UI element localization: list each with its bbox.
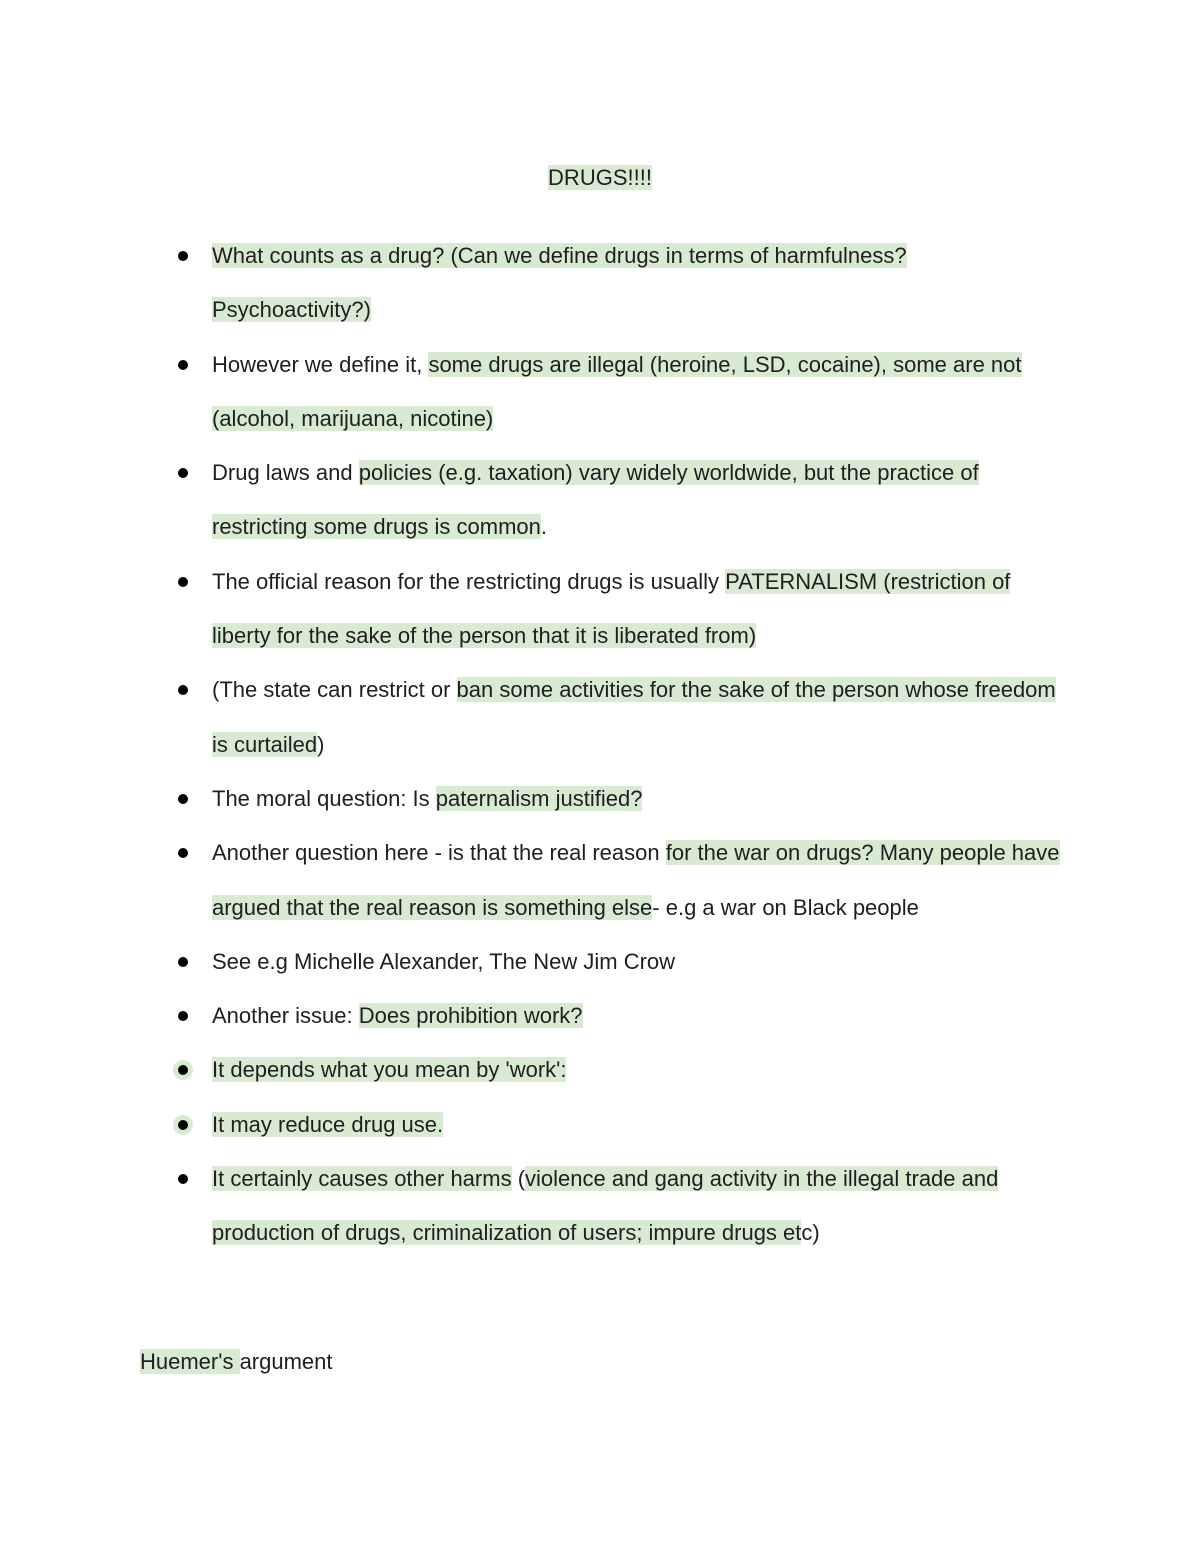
bullet-item bbox=[140, 555, 1070, 664]
bullet-item bbox=[140, 338, 1070, 447]
bullet-text: The moral question: Is bbox=[212, 785, 436, 811]
bullet-item bbox=[140, 229, 1070, 338]
bullet-dot-icon bbox=[178, 251, 188, 261]
highlighted-text: ban some activities for the sake of the person whose freedom is curtailed bbox=[212, 677, 1056, 757]
bullet-text: . bbox=[540, 514, 548, 540]
bullet-dot-icon bbox=[178, 577, 188, 587]
highlighted-text: for the war on drugs? Many people have argued that the real reason is something else bbox=[212, 840, 1060, 920]
bullet-dot-icon bbox=[178, 794, 188, 804]
bullet-item bbox=[140, 826, 1070, 935]
bullet-item bbox=[140, 935, 1070, 989]
bullet-dot-icon bbox=[178, 957, 188, 967]
highlighted-text: It may reduce drug use. bbox=[212, 1111, 444, 1137]
bullet-dot-icon bbox=[178, 1011, 188, 1021]
bullet-text: Drug laws and bbox=[212, 460, 359, 486]
bullet-text: ( bbox=[511, 1166, 526, 1192]
highlighted-text: Does prohibition work? bbox=[358, 1003, 583, 1029]
highlighted-text: It depends what you mean by 'work': bbox=[212, 1057, 567, 1083]
highlighted-text: some drugs are illegal (heroine, LSD, cocaine), some are not (alcohol, marijuana, nicotine) bbox=[212, 351, 1022, 431]
bullet-item bbox=[140, 989, 1070, 1043]
highlighted-text: paternalism justified? bbox=[435, 785, 643, 811]
bullet-text: See e.g Michelle Alexander, The New Jim Crow bbox=[212, 948, 676, 974]
bullet-item bbox=[140, 446, 1070, 555]
highlighted-text: violence and gang activity in the illegal trade and production of drugs, criminalization of users; impure drugs et bbox=[212, 1166, 999, 1246]
bullet-dot-icon bbox=[178, 1065, 188, 1075]
bullet-dot-icon bbox=[178, 360, 188, 370]
bullet-item bbox=[140, 1043, 1070, 1097]
bullet-text: ) bbox=[317, 731, 325, 757]
bullet-text: c) bbox=[801, 1220, 820, 1246]
bullet-text: - e.g a war on Black people bbox=[652, 894, 919, 920]
page-title bbox=[0, 163, 1200, 193]
highlighted-text: policies (e.g. taxation) vary widely worldwide, but the practice of restricting some drugs is common bbox=[212, 460, 979, 540]
bullet-dot-icon bbox=[178, 685, 188, 695]
bullet-dot-icon bbox=[178, 848, 188, 858]
bullet-item bbox=[140, 663, 1070, 772]
bullet-dot-icon bbox=[178, 1174, 188, 1184]
highlighted-text: It certainly causes other harms bbox=[212, 1166, 512, 1192]
bullet-text: However we define it, bbox=[212, 351, 429, 377]
highlighted-text: What counts as a drug? (Can we define drugs in terms of harmfulness? Psychoactivity?) bbox=[212, 243, 907, 323]
section-subheading bbox=[140, 1347, 333, 1377]
bullet-text: (The state can restrict or bbox=[212, 677, 457, 703]
bullet-dot-icon bbox=[178, 468, 188, 478]
subheading-text: argument bbox=[239, 1349, 333, 1374]
bullet-item bbox=[140, 1098, 1070, 1152]
highlighted-text: PATERNALISM (restriction of liberty for the sake of the person that it is liberated from) bbox=[212, 568, 1011, 649]
bullet-item bbox=[140, 1152, 1070, 1261]
bullet-text: Another issue: bbox=[212, 1003, 359, 1029]
highlighted-text: Huemer's bbox=[140, 1349, 240, 1374]
bullet-text: Another question here - is that the real reason bbox=[212, 840, 666, 866]
bullet-text: The official reason for the restricting drugs is usually bbox=[212, 568, 726, 594]
bullet-dot-icon bbox=[178, 1120, 188, 1130]
bullet-list bbox=[140, 229, 1070, 1261]
title-text: DRUGS!!!! bbox=[548, 165, 652, 190]
bullet-item bbox=[140, 772, 1070, 826]
